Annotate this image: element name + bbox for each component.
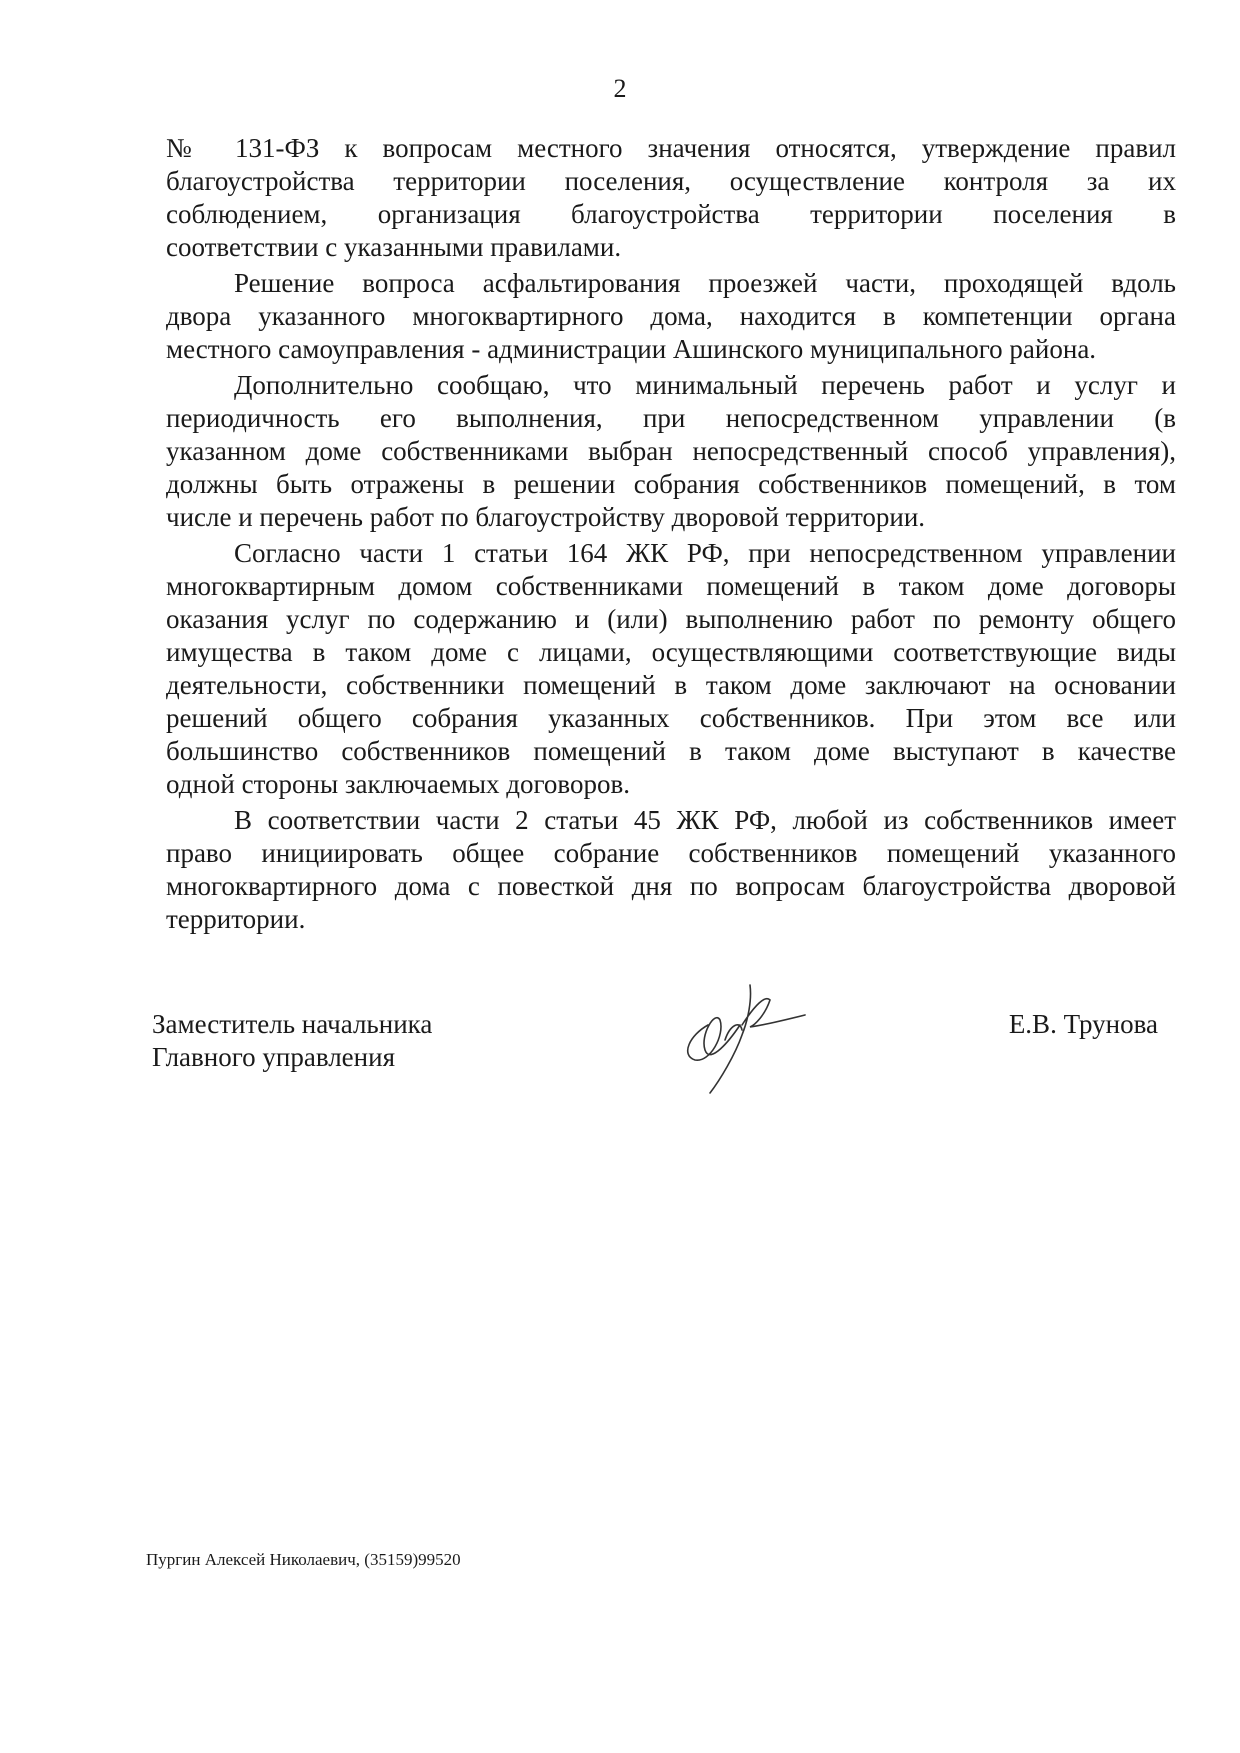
- paragraph: [166, 804, 1176, 936]
- text-line: право инициировать общее собрание собственников помещений указанного: [166, 838, 1176, 868]
- page-number: 2: [613, 74, 627, 103]
- text-line: большинство собственников помещений в таком доме выступают в качестве: [166, 736, 1176, 766]
- text-line: Решение вопроса асфальтирования проезжей части, проходящей вдоль: [234, 268, 1176, 298]
- text-line: В соответствии части 2 статьи 45 ЖК РФ, любой из собственников имеет: [234, 805, 1176, 835]
- text-line: имущества в таком доме с лицами, осуществляющими соответствующие виды: [166, 637, 1176, 667]
- contact-footer: Пургин Алексей Николаевич, (35159)99520: [146, 1550, 461, 1569]
- signatory-name: Е.В. Трунова: [1008, 1009, 1158, 1039]
- text-line: многоквартирным домом собственниками помещений в таком доме договоры: [166, 571, 1176, 601]
- text-line: территории.: [166, 904, 306, 934]
- text-line: благоустройства территории поселения, осуществление контроля за их: [166, 166, 1176, 196]
- text-line: указанном доме собственниками выбран непосредственный способ управления),: [166, 436, 1176, 466]
- text-line: решений общего собрания указанных собственников. При этом все или: [166, 703, 1176, 733]
- text-line: числе и перечень работ по благоустройству дворовой территории.: [166, 502, 926, 532]
- paragraph: [166, 537, 1176, 801]
- letter-body: [166, 132, 1176, 939]
- text-line: Дополнительно сообщаю, что минимальный перечень работ и услуг и: [234, 370, 1176, 400]
- paragraph: [166, 267, 1176, 366]
- signatory-title-line-1: Заместитель начальника: [152, 1009, 433, 1039]
- handwritten-signature: [670, 965, 820, 1100]
- text-line: многоквартирного дома с повесткой дня по вопросам благоустройства дворовой: [166, 871, 1176, 901]
- text-line: соответствии с указанными правилами.: [166, 232, 622, 262]
- text-line: периодичность его выполнения, при непосредственном управлении (в: [166, 403, 1176, 433]
- paragraph: [166, 369, 1176, 534]
- text-line: оказания услуг по содержанию и (или) выполнению работ по ремонту общего: [166, 604, 1176, 634]
- signatory-title: [152, 1008, 432, 1074]
- text-line: Согласно части 1 статьи 164 ЖК РФ, при непосредственном управлении: [234, 538, 1176, 568]
- text-line: должны быть отражены в решении собрания собственников помещений, в том: [166, 469, 1176, 499]
- text-line: одной стороны заключаемых договоров.: [166, 769, 630, 799]
- text-line: местного самоуправления - администрации Ашинского муниципального района.: [166, 334, 1097, 364]
- signatory-title-line-2: Главного управления: [152, 1042, 395, 1072]
- text-line: соблюдением, организация благоустройства территории поселения в: [166, 199, 1176, 229]
- paragraph: [166, 132, 1176, 264]
- text-line: двора указанного многоквартирного дома, находится в компетенции органа: [166, 301, 1176, 331]
- text-line: № 131-ФЗ к вопросам местного значения относятся, утверждение правил: [166, 133, 1176, 163]
- text-line: деятельности, собственники помещений в таком доме заключают на основании: [166, 670, 1176, 700]
